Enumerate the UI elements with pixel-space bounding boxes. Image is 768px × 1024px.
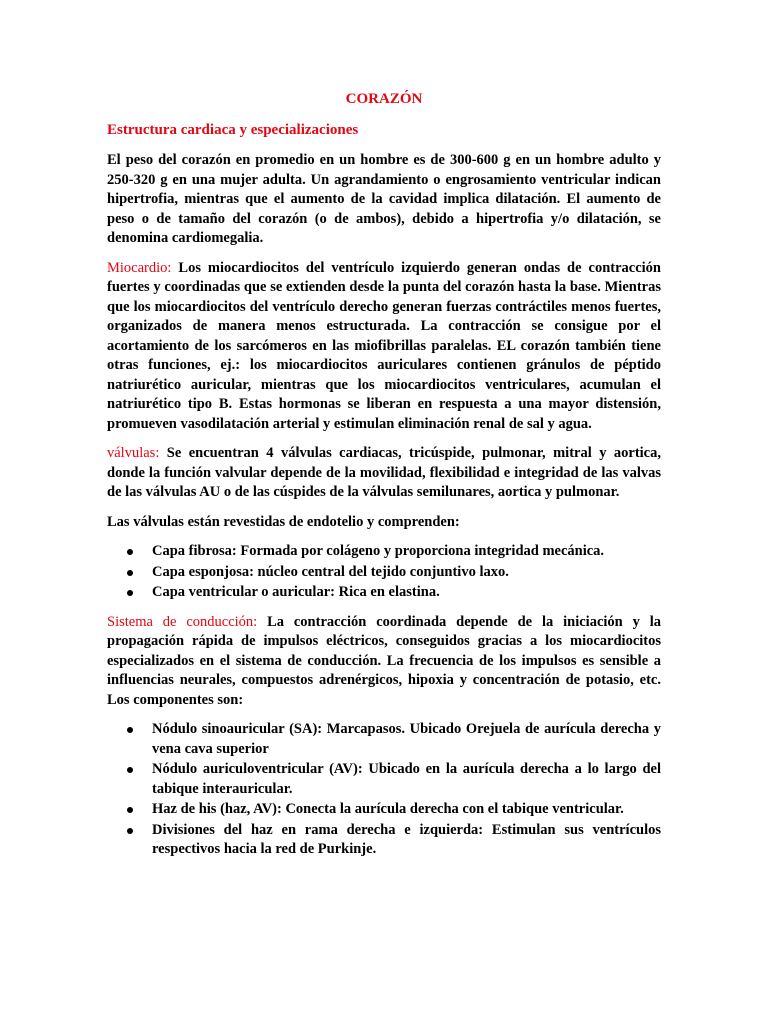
list-item-text: Capa esponjosa: núcleo central del tejido conjuntivo laxo. bbox=[152, 563, 509, 580]
intro-paragraph: El peso del corazón en promedio en un hombre es de 300-600 g en un hombre adulto y 250-320 g en una mujer adulta. Un agrandamiento o engrosamiento ventricular indican hipertrofia, mientras que el aumento de la cavidad implica dilatación. El aumento de peso o de tamaño del corazón (o de ambos), debido a hipertrofia y/o dilatación, se denomina cardiomegalia. bbox=[107, 152, 661, 246]
list-item-text: Capa ventricular o auricular: Rica en elastina. bbox=[152, 584, 440, 600]
list-item-text: Nódulo auriculoventricular (AV): Ubicado en la aurícula derecha a lo largo del tabique interauricular. bbox=[152, 761, 661, 797]
list-item-text: Nódulo sinoauricular (SA): Marcapasos. Ubicado Orejuela de aurícula derecha y vena cava superior bbox=[152, 721, 661, 757]
conduccion-lead: Sistema de conducción: bbox=[107, 613, 258, 630]
miocardio-text: Los miocardiocitos del ventrículo izquierdo generan ondas de contracción fuertes y coordinadas que se extienden desde la punta del corazón hasta la base. Mientras que los miocardiocitos del ventrículo derecho generan fuerzas contráctiles menos fuertes, organizados de manera menos estructurada. La contracción se consigue por el acortamiento de los sarcómeros en las miofibrillas paralelas. EL corazón también tiene otras funciones, ej.: los miocardiocitos auriculares contienen gránulos de péptido natriurético auricular, mientras que los miocardiocitos ventriculares, acumulan el natriurético tipo B. Estas hormonas se liberan en respuesta a una mayor distensión, promueven vasodilatación arterial y estimulan eliminación renal de sal y agua. bbox=[107, 259, 661, 432]
conduccion-paragraph bbox=[107, 613, 661, 711]
bullet-icon bbox=[127, 767, 133, 773]
miocardio-lead: Miocardio: bbox=[107, 259, 172, 276]
bullet-icon bbox=[127, 828, 133, 834]
componentes-list bbox=[107, 720, 661, 860]
list-item bbox=[107, 821, 661, 860]
section-heading: Estructura cardiaca y especializaciones bbox=[107, 122, 359, 138]
valvulas-paragraph bbox=[107, 444, 661, 503]
bullet-icon bbox=[127, 727, 133, 733]
conduccion-text: La contracción coordinada depende de la iniciación y la propagación rápida de impulsos eléctricos, conseguidos gracias a los miocardiocitos especializados en el sistema de conducción. La frecuencia de los impulsos es sensible a influencias neurales, compuestos adrenérgicos, hipoxia y concentración de potasio, etc. Los componentes son: bbox=[107, 613, 661, 708]
list-item bbox=[107, 563, 661, 583]
list-item bbox=[107, 720, 661, 759]
bullet-icon bbox=[127, 549, 133, 555]
list-item-text: Haz de his (haz, AV): Conecta la aurícula derecha con el tabique ventricular. bbox=[152, 801, 624, 817]
bullet-icon bbox=[127, 807, 133, 813]
list-item bbox=[107, 760, 661, 799]
valvulas-lead: válvulas: bbox=[107, 445, 160, 461]
list-item bbox=[107, 583, 661, 603]
list-item-text: Capa fibrosa: Formada por colágeno y proporciona integridad mecánica. bbox=[152, 543, 605, 559]
list-item bbox=[107, 800, 661, 820]
miocardio-paragraph bbox=[107, 259, 661, 435]
document-page bbox=[107, 89, 661, 870]
document-title: CORAZÓN bbox=[345, 91, 423, 107]
valvulas-text: Se encuentran 4 válvulas cardiacas, tricúspide, pulmonar, mitral y aortica, donde la función valvular depende de la movilidad, flexibilidad e integridad de las valvas de las válvulas AU o de las cúspides de la válvulas semilunares, aortica y pulmonar. bbox=[107, 445, 661, 500]
bullet-icon bbox=[127, 590, 133, 596]
list-item-text: Divisiones del haz en rama derecha e izquierda: Estimulan sus ventrículos respectivos hacia la red de Purkinje. bbox=[152, 821, 661, 857]
endotelio-intro: Las válvulas están revestidas de endotelio y comprenden: bbox=[107, 513, 460, 530]
bullet-icon bbox=[127, 570, 133, 576]
capas-list bbox=[107, 542, 661, 603]
list-item bbox=[107, 542, 661, 562]
